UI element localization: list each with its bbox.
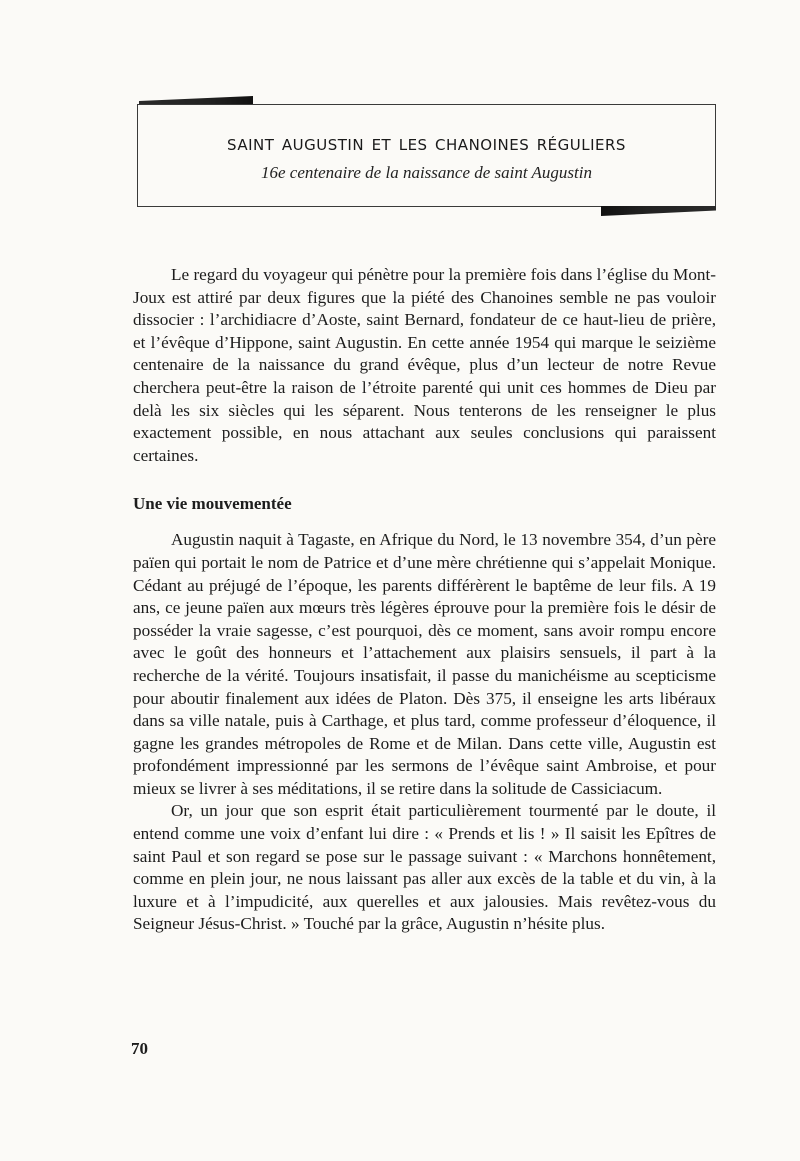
body-paragraph: Or, un jour que son esprit était particulièrement tourmenté par le doute, il entend comme une voix d’enfant lui dire : « Prends et lis ! » Il saisit les Epîtres de saint Paul et son regard se pose sur le passage suivant : « Marchons honnêtement, comme en plein jour, ne nous laissant pas aller aux excès de la table et du vin, à la luxure et à l’impudicité, aux querelles et aux jalousies. Mais revêtez-vous du Seigneur Jésus-Christ. » Touché par la grâce, Augustin n’hésite plus.: [133, 801, 716, 934]
body-paragraph: Augustin naquit à Tagaste, en Afrique du Nord, le 13 novembre 354, d’un père païen qui portait le nom de Patrice et d’une mère chrétienne qui s’appelait Monique. Cédant au préjugé de l’époque, les parents différèrent le baptême de leur fils. A 19 ans, ce jeune païen aux mœurs très légères éprouve pour la première fois le désir de posséder la vraie sagesse, c’est pourquoi, dès ce moment, sans avoir rompu encore avec le goût des honneurs et l’attachement aux plaisirs sensuels, il part à la recherche de la vérité. Toujours insatisfait, il passe du manichéisme au scepticisme pour aboutir finalement aux idées de Platon. Dès 375, il enseigne les arts libéraux dans sa ville natale, puis à Carthage, et plus tard, comme professeur d’éloquence, il gagne les grandes métropoles de Rome et de Milan. Dans cette ville, Augustin est profondément impressionné par les sermons de l’évêque saint Ambroise, et pour mieux se livrer à ses méditations, il se retire dans la solitude de Cassiciacum.: [133, 530, 716, 798]
page-number: 70: [131, 1039, 148, 1058]
title-decoration-bottom-bar: [601, 206, 716, 216]
article-body: [133, 264, 716, 936]
intro-paragraph: Le regard du voyageur qui pénètre pour la première fois dans l’église du Mont-Joux est attiré par deux figures que la piété des Chanoines semble ne pas vouloir dissocier : l’archidiacre d’Aoste, saint Bernard, fondateur de ce haut-lieu de prière, et l’évêque d’Hippone, saint Augustin. En cette année 1954 qui marque le seizième centenaire de la naissance du grand évêque, plus d’un lecteur de notre Revue cherchera peut-être la raison de l’étroite parenté qui unit ces hommes de Dieu par delà les six siècles qui les séparent. Nous tenterons de les renseigner le plus exactement possible, en nous attachant aux seules conclusions qui paraissent certaines.: [133, 265, 716, 465]
article-subtitle: 16e centenaire de la naissance de saint Augustin: [261, 163, 592, 182]
section-heading: Une vie mouvementée: [133, 494, 292, 514]
article-title: saint augustin et les chanoines réguliers: [227, 131, 626, 156]
